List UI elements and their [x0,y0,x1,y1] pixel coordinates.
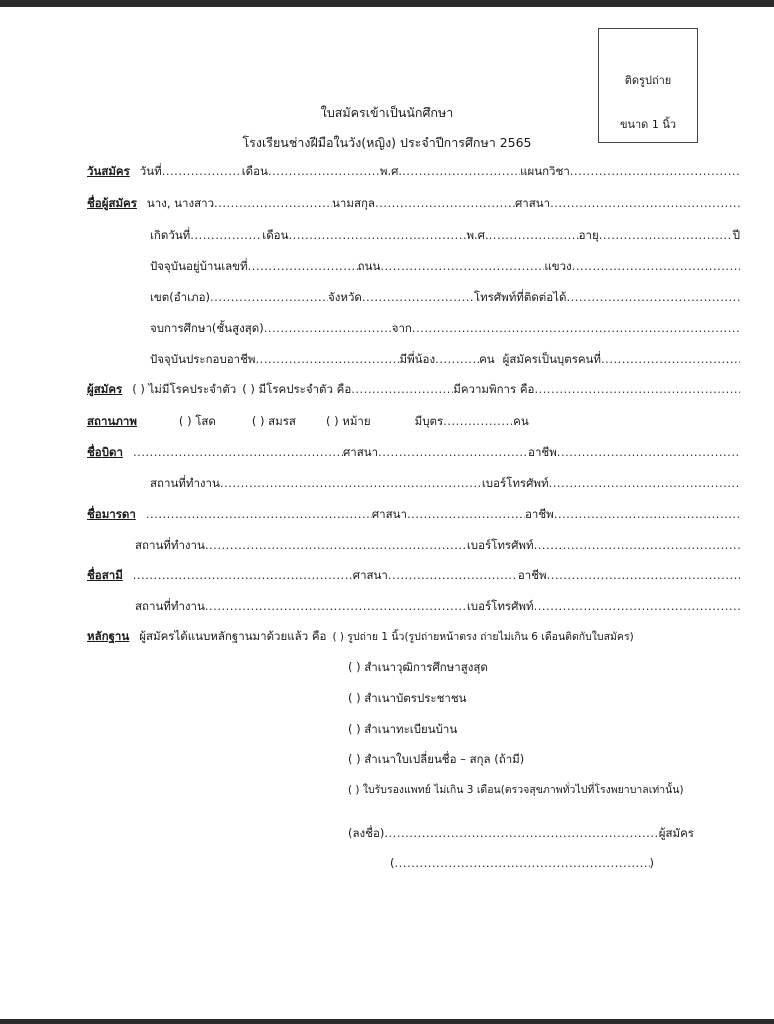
education-label: จบการศึกษา(ชั้นสูงสุด) [150,321,264,335]
title-label: นาง, นางสาว [146,196,215,210]
name-field[interactable] [214,195,332,211]
evidence-photo-checkbox[interactable]: ( ) รูปถ่าย 1 นิ้ว(รูปถ่ายหน้าตรง ถ่ายไม่เกิน 6 เดือนติดกับใบสมัคร) [332,631,634,643]
mother-phone-field[interactable] [534,537,740,553]
age-unit: ปี [732,228,740,242]
spouse-religion-field[interactable] [388,567,518,583]
married-checkbox[interactable]: ( ) สมรส [251,414,296,428]
mother-work-row [135,537,740,553]
house-no-field[interactable] [248,258,358,274]
birth-year-field[interactable] [489,227,579,243]
evidence-label: หลักฐาน [87,629,130,643]
phone-label: โทรศัพท์ที่ติดต่อได้ [473,290,567,304]
occupation-row [150,351,740,367]
mother-workplace-field[interactable] [205,537,467,553]
spouse-religion-label: ศาสนา [352,568,388,582]
day-field[interactable] [162,163,242,179]
child-order-label: ผู้สมัครเป็นบุตรคนที่ [502,352,602,366]
bottom-border [0,1019,774,1024]
single-checkbox[interactable]: ( ) โสด [178,414,216,428]
province-field[interactable] [362,289,474,305]
phone-field[interactable] [566,289,740,305]
dept-label: แผนกวิชา [520,164,570,178]
applicant-label: ชื่อผู้สมัคร [87,196,137,210]
sign-label: (ลงชื่อ) [348,826,385,840]
child-order-field[interactable] [601,351,740,367]
religion-label: ศาสนา [514,196,551,210]
close-paren: ) [649,856,654,870]
apply-label: วันสมัคร [87,164,130,178]
father-occupation-label: อาชีพ [528,445,557,459]
education-field[interactable] [264,320,392,336]
children-field[interactable] [443,413,513,429]
year-label: พ.ศ. [379,164,403,178]
mother-label: ชื่อมารดา [87,507,136,521]
age-field[interactable] [599,227,733,243]
subdistrict-field[interactable] [572,258,740,274]
birth-day-field[interactable] [190,227,262,243]
father-row [87,444,740,460]
printed-name-field[interactable] [395,855,650,871]
evidence-house-reg-checkbox[interactable]: ( ) สำเนาทะเบียนบ้าน [348,722,458,736]
evidence-item [348,721,740,737]
disability-label: มีความพิการ คือ [453,382,535,396]
mother-phone-label: เบอร์โทรศัพท์ [466,538,534,552]
spouse-occupation-field[interactable] [547,567,740,583]
has-disease-checkbox[interactable]: ( ) มีโรคประจำตัว คือ [242,382,352,396]
district-row [150,289,740,305]
year-field[interactable] [402,163,520,179]
birth-label: เกิดวันที่ [150,228,191,242]
applicant-name-row [87,195,740,211]
mother-name-field[interactable] [146,506,372,522]
evidence-item [348,751,740,767]
spouse-work-row [135,598,740,614]
subdistrict-label: แขวง [544,259,572,273]
surname-label: นามสกุล [332,196,375,210]
from-field[interactable] [412,320,740,336]
road-field[interactable] [380,258,544,274]
province-label: จังหวัด [328,290,362,304]
disability-field[interactable] [534,381,740,397]
father-religion-field[interactable] [378,444,528,460]
open-paren: ( [390,856,395,870]
siblings-label: มีพี่น้อง [399,352,436,366]
district-label: เขต(อำเภอ) [150,290,211,304]
occupation-field[interactable] [256,351,400,367]
evidence-medical-checkbox[interactable]: ( ) ใบรับรองแพทย์ ไม่เกิน 3 เดือน(ตรวจสุขภาพทั่วไปที่โรงพยาบาลเท่านั้น) [348,784,684,796]
mother-row [87,506,740,522]
mother-occupation-label: อาชีพ [524,507,554,521]
father-phone-field[interactable] [549,475,740,491]
photo-label: ติดรูปถ่าย [624,74,672,87]
road-label: ถนน [357,259,381,273]
children-label: มีบุตร [414,414,444,428]
evidence-item [348,659,740,675]
month-label: เดือน [241,164,268,178]
evidence-item [348,690,740,706]
spouse-workplace-field[interactable] [205,598,467,614]
father-phone-label: เบอร์โทรศัพท์ [481,476,549,490]
spouse-row [87,567,740,583]
photo-box [598,28,698,143]
evidence-row [87,628,740,645]
birth-month-label: เดือน [262,228,289,242]
apply-date-row [87,163,740,179]
mother-workplace-label: สถานที่ทำงาน [135,538,205,552]
spouse-occupation-label: อาชีพ [517,568,547,582]
children-unit: คน [513,414,529,428]
evidence-intro: ผู้สมัครได้แนบหลักฐานมาด้วยแล้ว คือ [139,629,327,643]
father-label: ชื่อบิดา [87,445,123,459]
birth-row [150,227,740,243]
month-field[interactable] [268,163,380,179]
father-name-field[interactable] [133,444,343,460]
day-label: วันที่ [139,164,162,178]
father-religion-label: ศาสนา [342,445,379,459]
education-row [150,320,740,336]
address-row [150,258,740,274]
mother-religion-label: ศาสนา [371,507,407,521]
status-label: สถานภาพ [87,414,137,428]
evidence-transcript-checkbox[interactable]: ( ) สำเนาวุฒิการศึกษาสูงสุด [348,660,488,674]
father-work-row [150,475,740,491]
top-border [0,0,774,7]
siblings-unit: คน [479,352,495,366]
evidence-idcard-checkbox[interactable]: ( ) สำเนาบัตรประชาชน [348,691,467,705]
birth-month-field[interactable] [288,227,466,243]
address-label: ปัจจุบันอยู่บ้านเลขที่ [150,259,248,273]
spouse-phone-field[interactable] [534,598,740,614]
form-title: ใบสมัครเข้าเป็นนักศึกษา [320,105,454,120]
father-workplace-label: สถานที่ทำงาน [150,476,220,490]
age-label: อายุ [578,228,599,242]
district-field[interactable] [210,289,328,305]
mother-religion-field[interactable] [407,506,525,522]
siblings-field[interactable] [435,351,479,367]
status-row [87,413,740,429]
form-subtitle: โรงเรียนช่างฝีมือในวัง(หญิง) ประจำปีการศึกษา 2565 [242,135,532,150]
mother-occupation-field[interactable] [554,506,740,522]
occupation-label: ปัจจุบันประกอบอาชีพ [150,352,256,366]
signature-row [348,825,694,841]
health-label: ผู้สมัคร [87,382,123,396]
spouse-name-field[interactable] [133,567,353,583]
religion-field[interactable] [550,195,740,211]
spouse-phone-label: เบอร์โทรศัพท์ [466,599,534,613]
father-occupation-field[interactable] [557,444,740,460]
evidence-item [348,782,740,798]
photo-size-label: ขนาด 1 นิ้ว [619,118,677,131]
disease-field[interactable] [351,381,453,397]
father-workplace-field[interactable] [220,475,482,491]
birth-year-label: พ.ศ. [466,228,489,242]
evidence-namechange-checkbox[interactable]: ( ) สำเนาใบเปลี่ยนชื่อ – สกุล (ถ้ามี) [348,752,525,766]
dept-field[interactable] [570,163,740,179]
applicant-role-label: ผู้สมัคร [658,826,694,840]
widowed-checkbox[interactable]: ( ) หม้าย [325,414,371,428]
printed-name-row [390,855,654,871]
from-label: จาก [391,321,412,335]
no-disease-checkbox[interactable]: ( ) ไม่มีโรคประจำตัว [132,382,237,396]
health-row [87,381,740,397]
spouse-label: ชื่อสามี [87,568,123,582]
signature-field[interactable] [384,825,658,841]
surname-field[interactable] [375,195,515,211]
spouse-workplace-label: สถานที่ทำงาน [135,599,205,613]
